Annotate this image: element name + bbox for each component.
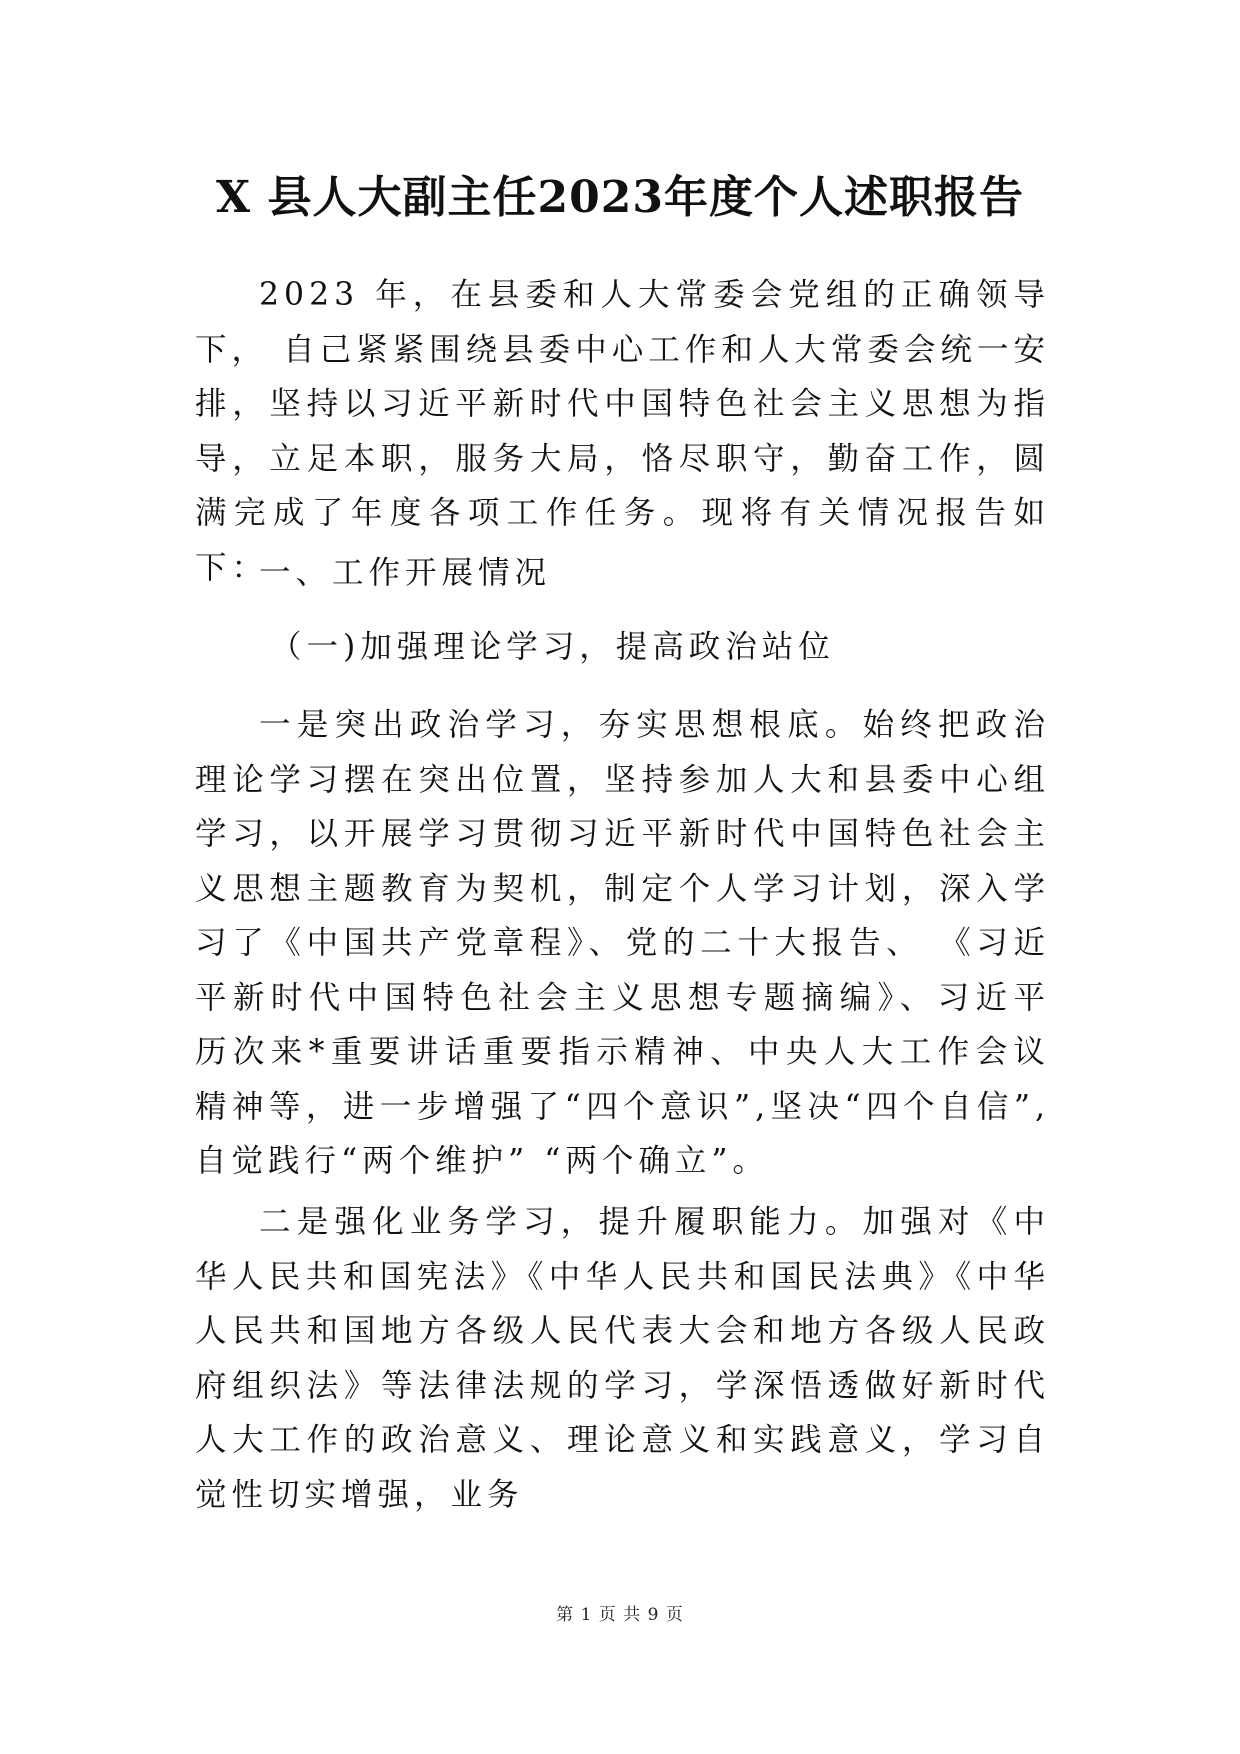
subsection-heading: （一)加强理论学习，提高政治站位 bbox=[270, 629, 835, 665]
paragraph-point-one: 一是突出政治学习，夯实思想根底。始终把政治理论学习摆在突出位置，坚持参加人大和县委中心组学习，以开展学习贯彻习近平新时代中国特色社会主义思想主题教育为契机，制定个人学习计划，深入学习了《中国共产党章程》、党的二十大报告、 《习近平新时代中国特色社会主义思想专题摘编》、习近平历次来*重要讲话重要指示精神、中央人大工作会议精神等，进一步增强了“四个意识”,坚决“四个自信”,自觉践行“两个维护” “两个确立”。 bbox=[195, 707, 1050, 1179]
page-footer: 第 1 页 共 9 页 bbox=[556, 1605, 684, 1625]
section-heading: 一、工作开展情况 bbox=[259, 555, 552, 591]
document-title: X 县人大副主任2023年度个人述职报告 bbox=[216, 172, 1024, 223]
paragraph-point-two: 二是强化业务学习，提升履职能力。加强对《中华人民共和国宪法》《中华人民共和国民法典》《中华人民共和国地方各级人民代表大会和地方各级人民政府组织法》等法律法规的学习，学深悟透做好新时代人大工作的政治意义、理论意义和实践意义，学习自觉性切实增强，业务 bbox=[195, 1204, 1050, 1513]
intro-paragraph: 2023 年，在县委和人大常委会党组的正确领导下， 自己紧紧围绕县委中心工作和人大常委会统一安排，坚持以习近平新时代中国特色社会主义思想为指导，立足本职，服务大局，恪尽职守，勤奋工作，圆满完成了年度各项工作任务。现将有关情况报告如下： bbox=[195, 277, 1050, 586]
